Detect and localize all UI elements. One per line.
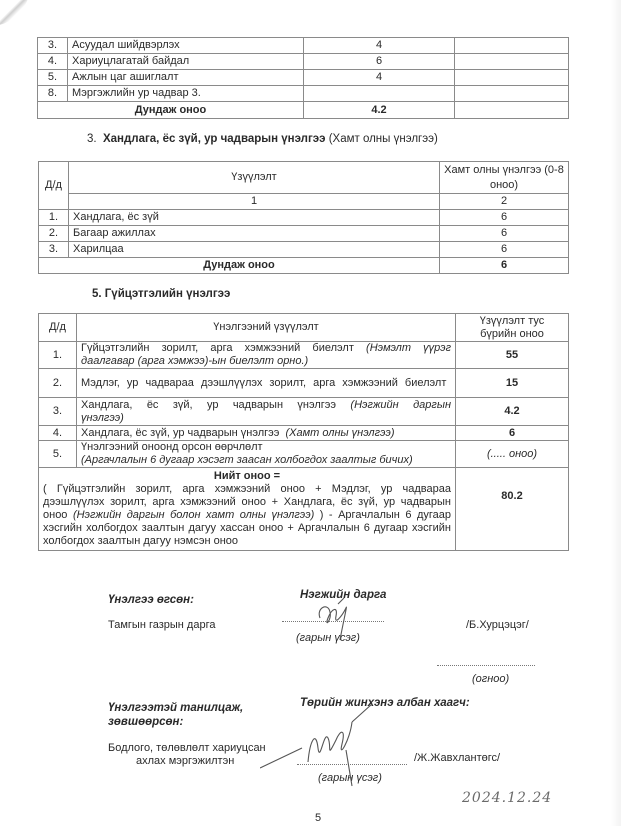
row-score: 15	[456, 369, 569, 398]
row-label	[77, 369, 456, 398]
row-number: 3.	[39, 398, 77, 426]
total-formula	[43, 483, 451, 548]
average-extra	[455, 102, 569, 119]
row-label	[77, 441, 456, 468]
date-caption: (огноо)	[472, 673, 510, 685]
row-number: 2.	[39, 369, 77, 398]
row-number: 1.	[39, 210, 69, 226]
row-label-text: Мэдлэг, ур чадвараа дээшлүүлэх зорилт, арга хэмжээний биелэлт	[81, 376, 447, 389]
row-label-text: Үнэлгээний оноонд орсон өөрчлөлт	[81, 441, 263, 453]
average-value: 4.2	[304, 102, 455, 119]
row-score: 6	[456, 426, 569, 441]
header-indicator: Үзүүлэлт	[69, 162, 440, 194]
row-label-text: Гүйцэтгэлийн зорилт, арга хэмжээний биелэлт	[81, 342, 354, 354]
evaluator-sign-caption: (гарын үсэг)	[296, 632, 360, 644]
table-row	[39, 398, 569, 426]
page-corner-fold	[0, 0, 30, 26]
total-formula-cell	[39, 468, 456, 551]
table-row	[38, 70, 569, 86]
section-3-title-note: (Хамт олны үнэлгээ)	[328, 133, 438, 145]
table-row	[38, 86, 569, 102]
row-extra	[455, 86, 569, 102]
row-label-note: (Хамт олны үнэлгээ)	[285, 426, 395, 439]
evaluator-name: /Б.Хурцэцэг/	[466, 619, 529, 631]
table-row	[39, 242, 569, 258]
row-label-note: (Нэмэлт үүрэг даалгавар (арга хэмжээ)-ын биелэлт орно.)	[81, 342, 451, 367]
competency-table-continued	[37, 37, 569, 119]
employee-heading-line-1: Үнэлгээтэй танилцаж,	[108, 702, 244, 714]
header-indicator: Үнэлгээний үзүүлэлт	[77, 314, 456, 342]
date-line	[437, 665, 535, 666]
row-extra	[455, 70, 569, 86]
section-5-title: 5. Гүйцэтгэлийн үнэлгээ	[92, 288, 231, 300]
team-evaluation-table	[38, 161, 569, 274]
employee-heading-line-2: зөвшөөрсөн:	[108, 716, 184, 728]
page-number: 5	[315, 812, 322, 824]
row-extra	[455, 54, 569, 70]
total-formula-part-a: ( Гүйцэтгэлийн зорилт, арга хэмжээний оноо + Мэдлэг, ур чадвараа дээшлүүлэх зорилт, арга хэмжээний оноо + Хандлага, ёс зүй, ур чадварын оноо	[43, 483, 451, 521]
row-number: 4.	[38, 54, 68, 70]
row-score: 6	[440, 242, 569, 258]
employee-sign-caption: (гарын үсэг)	[318, 772, 382, 784]
subheader-col1: 1	[69, 194, 440, 210]
row-label: Мэргэжлийн ур чадвар 3.	[68, 86, 304, 102]
row-score: 4	[304, 38, 455, 54]
row-score: 4.2	[456, 398, 569, 426]
performance-evaluation-table	[38, 313, 569, 551]
row-number: 1.	[39, 342, 77, 369]
employee-role-line-2: ахлах мэргэжилтэн	[136, 755, 235, 767]
table-row	[38, 38, 569, 54]
table-row	[38, 54, 569, 70]
row-label-note: (Аргачлалын 6 дугаар хэсэгт заасан холбогдох заалтыг бичих)	[81, 454, 413, 466]
row-label: Ажлын цаг ашиглалт	[68, 70, 304, 86]
header-num: Д/д	[39, 162, 69, 210]
header-num: Д/д	[39, 314, 77, 342]
total-value: 80.2	[456, 468, 569, 551]
row-score: 55	[456, 342, 569, 369]
row-number: 8.	[38, 86, 68, 102]
row-number: 2.	[39, 226, 69, 242]
row-number: 5.	[39, 441, 77, 468]
row-number: 5.	[38, 70, 68, 86]
scan-edge-shadow	[611, 0, 621, 826]
total-title: Нийт оноо =	[213, 470, 281, 482]
average-label: Дундаж оноо	[38, 102, 304, 119]
header-score: Хамт олны үнэлгээ (0-8 оноо)	[440, 162, 569, 194]
row-label-note: (Нэгжийн даргын үнэлгээ)	[81, 398, 451, 424]
row-score: 6	[304, 54, 455, 70]
row-label	[77, 426, 456, 441]
row-score	[304, 86, 455, 102]
row-label-text: Хандлага, ёс зүй, ур чадварын үнэлгээ	[81, 426, 280, 439]
table-header-row	[39, 314, 569, 342]
row-score: 6	[440, 210, 569, 226]
row-label-text: Хандлага, ёс зүй, ур чадварын үнэлгээ	[81, 398, 337, 411]
evaluator-signature-icon	[312, 588, 362, 648]
employee-title: Төрийн жинхэнэ албан хаагч:	[300, 697, 470, 709]
row-label: Хандлага, ёс зүй	[69, 210, 440, 226]
section-3-number: 3.	[87, 133, 97, 145]
table-row	[39, 210, 569, 226]
row-score: 4	[304, 70, 455, 86]
table-row	[39, 441, 569, 468]
average-row	[38, 102, 569, 119]
header-score: Үзүүлэлт тус бүрийн оноо	[456, 314, 569, 342]
row-label: Хариуцлагатай байдал	[68, 54, 304, 70]
average-value: 6	[440, 258, 569, 274]
evaluator-role: Тамгын газрын дарга	[108, 619, 216, 631]
section-3-title-bold: Хандлага, ёс зүй, ур чадварын үнэлгээ	[102, 133, 326, 145]
row-label	[77, 342, 456, 369]
row-number: 4.	[39, 426, 77, 441]
subheader-col2: 2	[440, 194, 569, 210]
row-extra	[455, 38, 569, 54]
employee-name: /Ж.Жавхлантөгс/	[414, 752, 501, 764]
table-row	[39, 426, 569, 441]
row-label	[77, 398, 456, 426]
table-header-row	[39, 162, 569, 194]
handwritten-date: 2024.12.24	[462, 790, 553, 806]
average-label: Дундаж оноо	[39, 258, 440, 274]
total-formula-note: (Нэгжийн даргын болон хамт олны үнэлгээ)	[72, 509, 315, 521]
evaluator-title: Нэгжийн дарга	[300, 589, 387, 601]
employee-signature-icon	[260, 700, 380, 790]
row-score: 6	[440, 226, 569, 242]
table-row	[39, 342, 569, 369]
row-label: Асуудал шийдвэрлэх	[68, 38, 304, 54]
table-row	[39, 369, 569, 398]
section-3-title	[87, 133, 438, 145]
total-formula-part-b: ) - Аргачлалын 6 дугаар хэсгийн холбогдох заалтын дагуу хассан оноо + Аргачлалын 6 дугаар хэсгийн холбогдох заалтын дагуу нэмсэн оноо	[43, 509, 451, 547]
table-subheader-row	[39, 194, 569, 210]
row-label: Харилцаа	[69, 242, 440, 258]
row-number: 3.	[39, 242, 69, 258]
row-label: Багаар ажиллах	[69, 226, 440, 242]
average-row	[39, 258, 569, 274]
evaluator-heading: Үнэлгээ өгсөн:	[108, 594, 194, 606]
employee-role-line-1: Бодлого, төлөвлөлт хариуцсан	[108, 742, 266, 754]
row-number: 3.	[38, 38, 68, 54]
row-score: (..... оноо)	[456, 441, 569, 468]
table-row	[39, 226, 569, 242]
total-row	[39, 468, 569, 551]
